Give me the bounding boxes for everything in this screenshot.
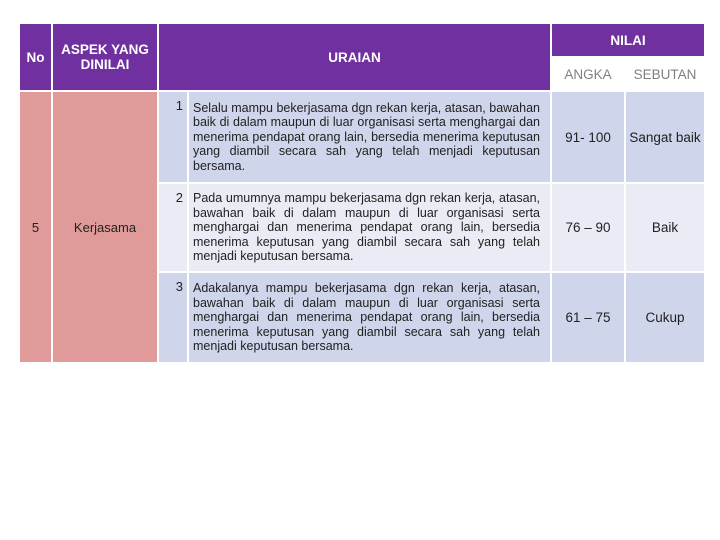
cell-aspek: Kerjasama bbox=[52, 91, 158, 363]
header-nilai: NILAI bbox=[551, 23, 705, 57]
row-number: 3 bbox=[158, 272, 188, 363]
rubric-table bbox=[18, 22, 706, 364]
header-angka: ANGKA bbox=[551, 57, 625, 91]
row-sebutan: Cukup bbox=[625, 272, 705, 363]
row-uraian: Adakalanya mampu bekerjasama dgn rekan kerja, atasan, bawahan baik di dalam maupun di luar organisasi serta menghargai dan menerima pendapat orang lain, bersedia menerima keputusan yang diambil secara sah yang telah menjadi keputusan bersama. bbox=[188, 272, 551, 363]
row-number: 2 bbox=[158, 183, 188, 272]
row-angka: 91- 100 bbox=[551, 91, 625, 183]
row-angka: 61 – 75 bbox=[551, 272, 625, 363]
row-sebutan: Sangat baik bbox=[625, 91, 705, 183]
header-no: No bbox=[19, 23, 52, 91]
row-sebutan: Baik bbox=[625, 183, 705, 272]
row-angka: 76 – 90 bbox=[551, 183, 625, 272]
row-number: 1 bbox=[158, 91, 188, 183]
header-aspek: ASPEK YANG DINILAI bbox=[52, 23, 158, 91]
row-uraian: Selalu mampu bekerjasama dgn rekan kerja, atasan, bawahan baik di dalam maupun di luar organisasi serta menghargai dan menerima pendapat orang lain, bersedia menerima keputusan yang diambil secara sah yang telah menjadi keputusan bersama. bbox=[188, 91, 551, 183]
header-sebutan: SEBUTAN bbox=[625, 57, 705, 91]
table-row bbox=[19, 91, 705, 183]
cell-no: 5 bbox=[19, 91, 52, 363]
header-uraian: URAIAN bbox=[158, 23, 551, 91]
row-uraian: Pada umumnya mampu bekerjasama dgn rekan kerja, atasan, bawahan baik di dalam maupun di luar organisasi serta menghargai dan menerima pendapat orang lain, bersedia menerima keputusan yang diambil secara sah yang telah menjadi keputusan bersama. bbox=[188, 183, 551, 272]
